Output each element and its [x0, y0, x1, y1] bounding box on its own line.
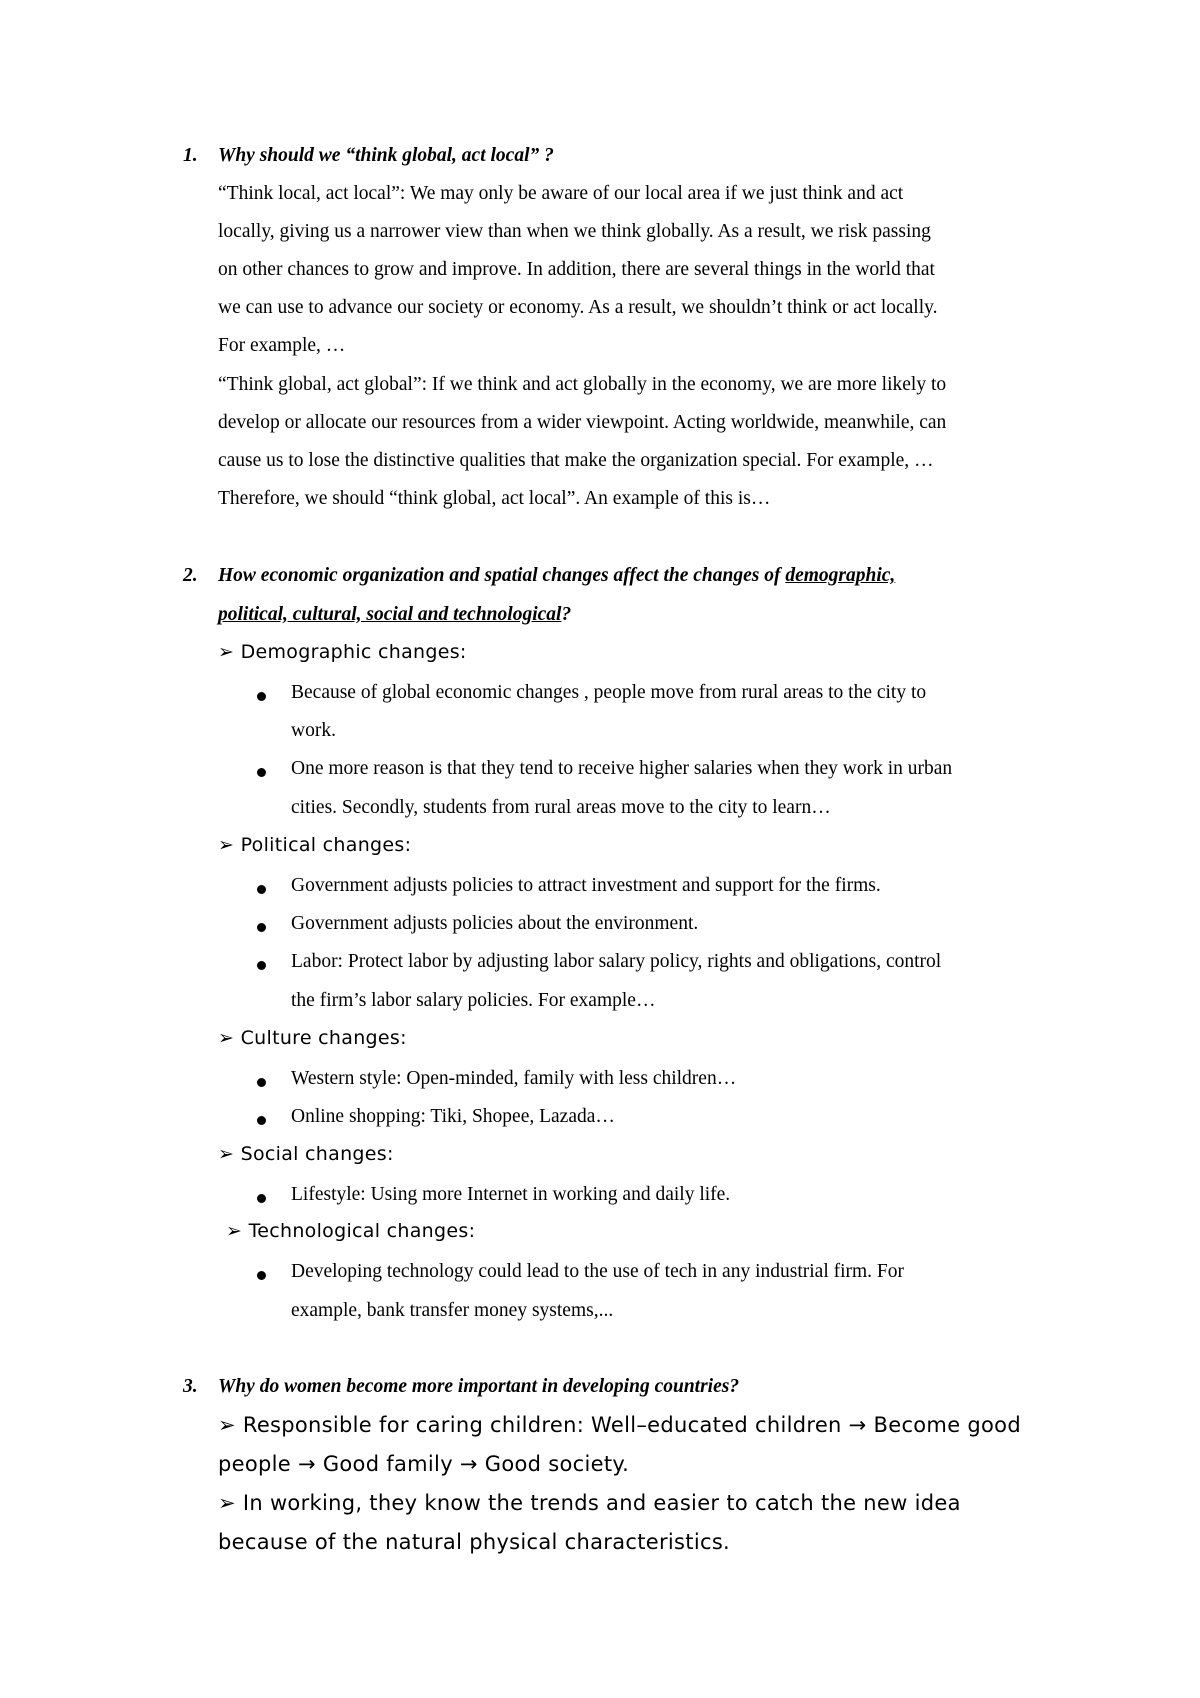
- q3-title: Why do women become more important in developing countries?: [218, 1376, 740, 1397]
- arrow-bullet-icon: ➢: [218, 834, 235, 856]
- culture-heading: Culture changes:: [240, 1027, 407, 1049]
- q1-line-4: we can use to advance our society or economy. As a result, we shouldn’t think or act locally.: [218, 297, 938, 318]
- q1-line-8: cause us to lose the distinctive qualities that make the organization special. For example, …: [218, 450, 934, 471]
- q3-number: 3.: [183, 1376, 198, 1397]
- technological-bullet-1-line-1: Developing technology could lead to the use of tech in any industrial firm. For: [291, 1261, 905, 1282]
- q1-line-6: “Think global, act global”: If we think and act globally in the economy, we are more likely to: [218, 374, 947, 395]
- q1-line-9: Therefore, we should “think global, act local”. An example of this is…: [218, 488, 771, 509]
- social-heading-line: [218, 1143, 394, 1165]
- bullet-dot-icon: [257, 692, 266, 701]
- political-bullet-3-line-2: the firm’s labor salary policies. For example…: [291, 990, 656, 1011]
- bullet-dot-icon: [257, 1194, 266, 1203]
- q1-line-1: “Think local, act local”: We may only be aware of our local area if we just think and act: [218, 183, 904, 204]
- arrow-bullet-icon: ➢: [226, 1220, 243, 1242]
- q1-line-7: develop or allocate our resources from a wider viewpoint. Acting worldwide, meanwhile, can: [218, 412, 947, 433]
- q2-title-underlined-1: demographic,: [785, 565, 896, 586]
- political-bullet-2: Government adjusts policies about the environment.: [291, 913, 699, 934]
- q2-title-line-2: [218, 604, 571, 626]
- bullet-dot-icon: [257, 1271, 266, 1280]
- bullet-dot-icon: [257, 768, 266, 777]
- culture-bullet-1: Western style: Open-minded, family with less children…: [291, 1068, 737, 1089]
- q3-line-1: ➢ Responsible for caring children: Well–educated children → Become good: [218, 1413, 1021, 1437]
- q3-line-2: people → Good family → Good society.: [218, 1452, 630, 1476]
- q3-line-4: because of the natural physical characteristics.: [218, 1530, 731, 1554]
- demographic-bullet-2-line-2: cities. Secondly, students from rural areas move to the city to learn…: [291, 797, 831, 818]
- bullet-dot-icon: [257, 961, 266, 970]
- bullet-dot-icon: [257, 1078, 266, 1087]
- political-heading-line: [218, 834, 411, 856]
- bullet-dot-icon: [257, 1116, 266, 1125]
- demographic-bullet-1-line-1: Because of global economic changes , people move from rural areas to the city to: [291, 682, 927, 703]
- culture-heading-line: [218, 1027, 407, 1049]
- q3-line-3: ➢ In working, they know the trends and easier to catch the new idea: [218, 1491, 961, 1515]
- bullet-dot-icon: [257, 885, 266, 894]
- q2-title-underlined-2: political, cultural, social and technological: [218, 604, 562, 625]
- q2-title-text: How economic organization and spatial changes affect the changes of: [218, 565, 786, 586]
- arrow-bullet-icon: ➢: [218, 1143, 235, 1165]
- political-bullet-3-line-1: Labor: Protect labor by adjusting labor salary policy, rights and obligations, control: [291, 951, 942, 972]
- technological-heading: Technological changes:: [248, 1220, 476, 1242]
- technological-bullet-1-line-2: example, bank transfer money systems,...: [291, 1300, 614, 1321]
- political-bullet-1: Government adjusts policies to attract investment and support for the firms.: [291, 875, 881, 896]
- q1-line-3: on other chances to grow and improve. In addition, there are several things in the world that: [218, 259, 935, 280]
- culture-bullet-2: Online shopping: Tiki, Shopee, Lazada…: [291, 1106, 615, 1127]
- q1-line-2: locally, giving us a narrower view than when we think globally. As a result, we risk passing: [218, 221, 931, 242]
- q2-title-line-1: [218, 565, 895, 587]
- demographic-bullet-2-line-1: One more reason is that they tend to receive higher salaries when they work in urban: [291, 758, 953, 779]
- arrow-bullet-icon: ➢: [218, 641, 235, 663]
- social-heading: Social changes:: [240, 1143, 394, 1165]
- bullet-dot-icon: [257, 923, 266, 932]
- technological-heading-line: [226, 1220, 475, 1242]
- q1-title: Why should we “think global, act local” ?: [218, 145, 554, 166]
- demographic-heading: Demographic changes:: [240, 641, 467, 663]
- q1-line-5: For example, …: [218, 335, 346, 356]
- demographic-heading-line: [218, 641, 467, 663]
- q1-number: 1.: [183, 145, 198, 166]
- arrow-bullet-icon: ➢: [218, 1027, 235, 1049]
- q2-number: 2.: [183, 565, 198, 586]
- social-bullet-1: Lifestyle: Using more Internet in working and daily life.: [291, 1184, 731, 1205]
- q2-title-end: ?: [561, 604, 572, 625]
- demographic-bullet-1-line-2: work.: [291, 720, 336, 741]
- political-heading: Political changes:: [240, 834, 412, 856]
